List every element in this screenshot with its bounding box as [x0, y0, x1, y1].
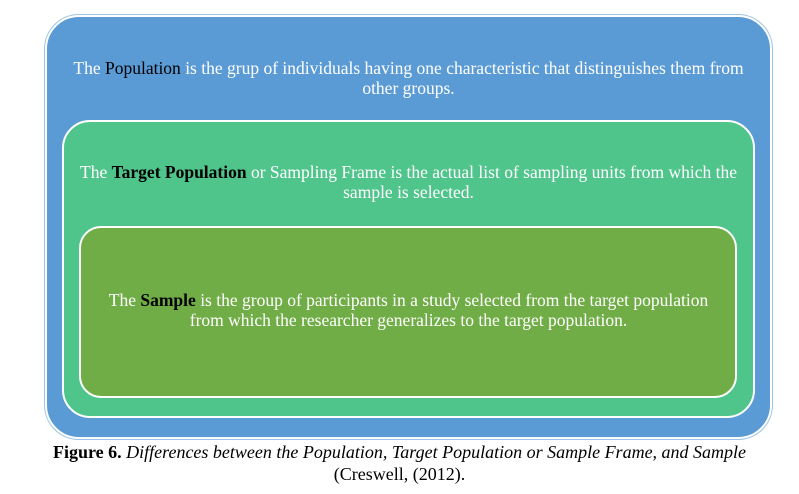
- population-text: is the grup of individuals having one characteristic that distinguishes them from other groups.: [180, 58, 744, 98]
- sample-text: is the group of participants in a study selected from the target population from which the researcher generalizes to the target population.: [189, 290, 709, 330]
- population-term: Population: [104, 58, 181, 78]
- figure-title: Differences between the Population, Target Population or Sample Frame, and Sample: [121, 442, 747, 462]
- figure-label: Figure 6.: [52, 442, 122, 462]
- figure-citation: (Creswell, (2012).: [333, 464, 466, 484]
- target-population-prefix: The: [80, 162, 112, 182]
- target-population-description: [80, 162, 737, 202]
- population-description: [60, 58, 757, 98]
- sample-description: [100, 290, 717, 330]
- population-prefix: The: [73, 58, 105, 78]
- target-population-term: Target Population: [111, 162, 247, 182]
- figure-caption: [0, 441, 799, 485]
- sample-prefix: The: [108, 290, 141, 310]
- target-population-text: or Sampling Frame is the actual list of sampling units from which the sample is selected.: [246, 162, 738, 202]
- sample-term: Sample: [140, 290, 196, 310]
